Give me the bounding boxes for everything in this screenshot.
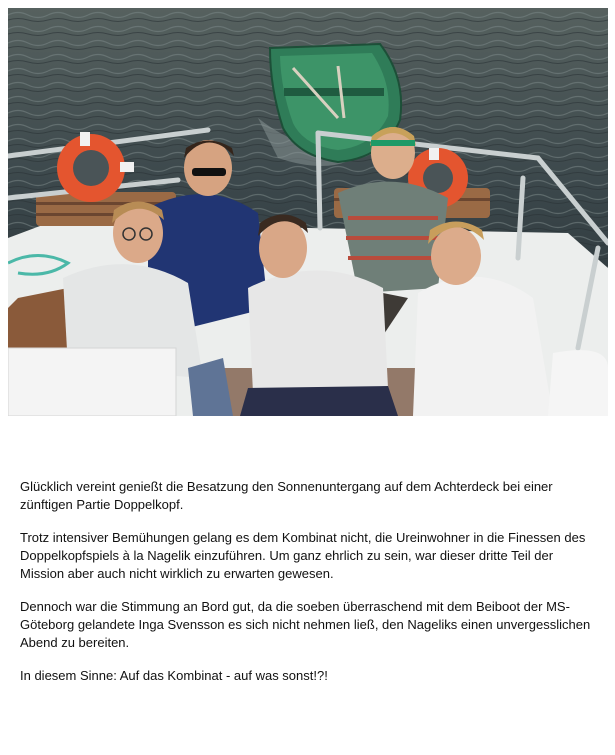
crew-photo (8, 8, 608, 416)
caption-text (20, 478, 600, 700)
paragraph-sunset: Glücklich vereint genießt die Besatzung den Sonnenuntergang auf dem Achterdeck bei einer zünftigen Partie Doppelkopf. (20, 479, 553, 512)
paragraph-mood: Dennoch war die Stimmung an Bord gut, da die soeben überraschend mit dem Beiboot der MS-Göteborg gelandete Inga Svensson es sich nicht nehmen ließ, den Nageliks einen unvergesslichen Abend zu bereiten. (20, 599, 591, 650)
photo (8, 8, 608, 416)
paragraph-toast: In diesem Sinne: Auf das Kombinat - auf was sonst!?! (20, 668, 328, 683)
table (8, 348, 176, 416)
paragraph-efforts: Trotz intensiver Bemühungen gelang es dem Kombinat nicht, die Ureinwohner in die Finessen des Doppelkopfspiels à la Nagelik einzuführen. Um ganz ehrlich zu sein, war dieser dritte Teil der Mission aber auch nicht wirklich zu erwarten gewesen. (20, 530, 586, 581)
